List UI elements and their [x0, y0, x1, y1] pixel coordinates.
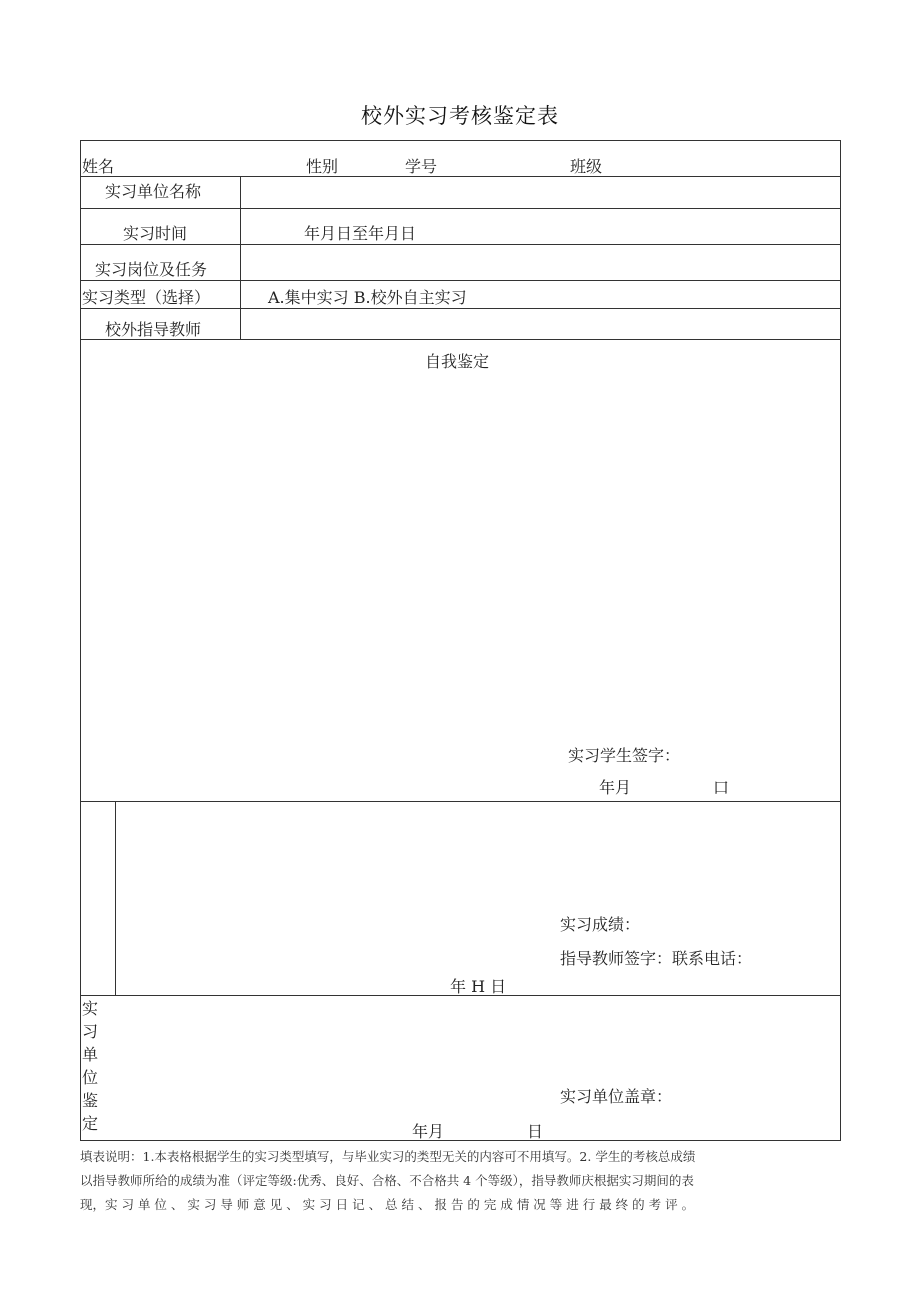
- type-label: 实习类型（选择）: [82, 288, 211, 307]
- class-label: 班级: [570, 157, 603, 176]
- type-options[interactable]: A.集中实习 B.校外自主实习: [268, 288, 467, 307]
- self-eval-date-d: 口: [713, 778, 730, 797]
- period-value[interactable]: 年月日至年月日: [304, 224, 417, 243]
- student-id-label: 学号: [405, 157, 438, 176]
- unit-name-label: 实习单位名称: [105, 182, 202, 201]
- unit-eval-date-ym: 年月: [412, 1122, 445, 1141]
- teacher-eval-date: 年 H 日: [450, 977, 507, 996]
- footnote-line-3: 现，实 习 单 位 、 实 习 导 师 意 见 、 实 习 日 记 、 总 结 、 报 告 的 完 成 情 况 等 进 行 最 终 的 考 评 。: [80, 1197, 695, 1212]
- position-field[interactable]: [241, 245, 840, 280]
- self-eval-heading: 自我鉴定: [425, 352, 490, 371]
- teacher-eval-area[interactable]: [116, 802, 840, 902]
- self-eval-date-ym: 年月: [599, 778, 632, 797]
- name-label: 姓名: [82, 157, 115, 176]
- period-label: 实习时间: [123, 224, 188, 243]
- tutor-field[interactable]: [241, 309, 840, 339]
- footnote-line-1: 填表说明：1.本表格根据学生的实习类型填写，与毕业实习的类型无关的内容可不用填写。2. 学生的考核总成绩: [80, 1149, 696, 1164]
- page-title: 校外实习考核鉴定表: [361, 104, 559, 128]
- tutor-label: 校外指导教师: [105, 320, 202, 339]
- unit-eval-side-label: 实 习 单 位 鉴 定: [82, 999, 99, 1133]
- student-signature-label: 实习学生签字：: [568, 746, 681, 765]
- unit-name-field[interactable]: [241, 177, 840, 208]
- unit-seal-label: 实习单位盖章：: [560, 1087, 673, 1106]
- teacher-signature-phone-label: 指导教师签字：联系电话：: [560, 949, 753, 968]
- score-label: 实习成绩：: [560, 915, 641, 934]
- footnote-line-2: 以指导教师所给的成绩为准（评定等级:优秀、良好、合格、不合格共 4 个等级），指导教师庆根据实习期间的表: [80, 1173, 694, 1188]
- position-label: 实习岗位及任务: [95, 260, 208, 279]
- unit-eval-area[interactable]: [116, 996, 840, 1071]
- self-eval-area[interactable]: [81, 372, 840, 732]
- gender-label: 性别: [306, 157, 339, 176]
- unit-eval-date-d: 日: [527, 1122, 544, 1141]
